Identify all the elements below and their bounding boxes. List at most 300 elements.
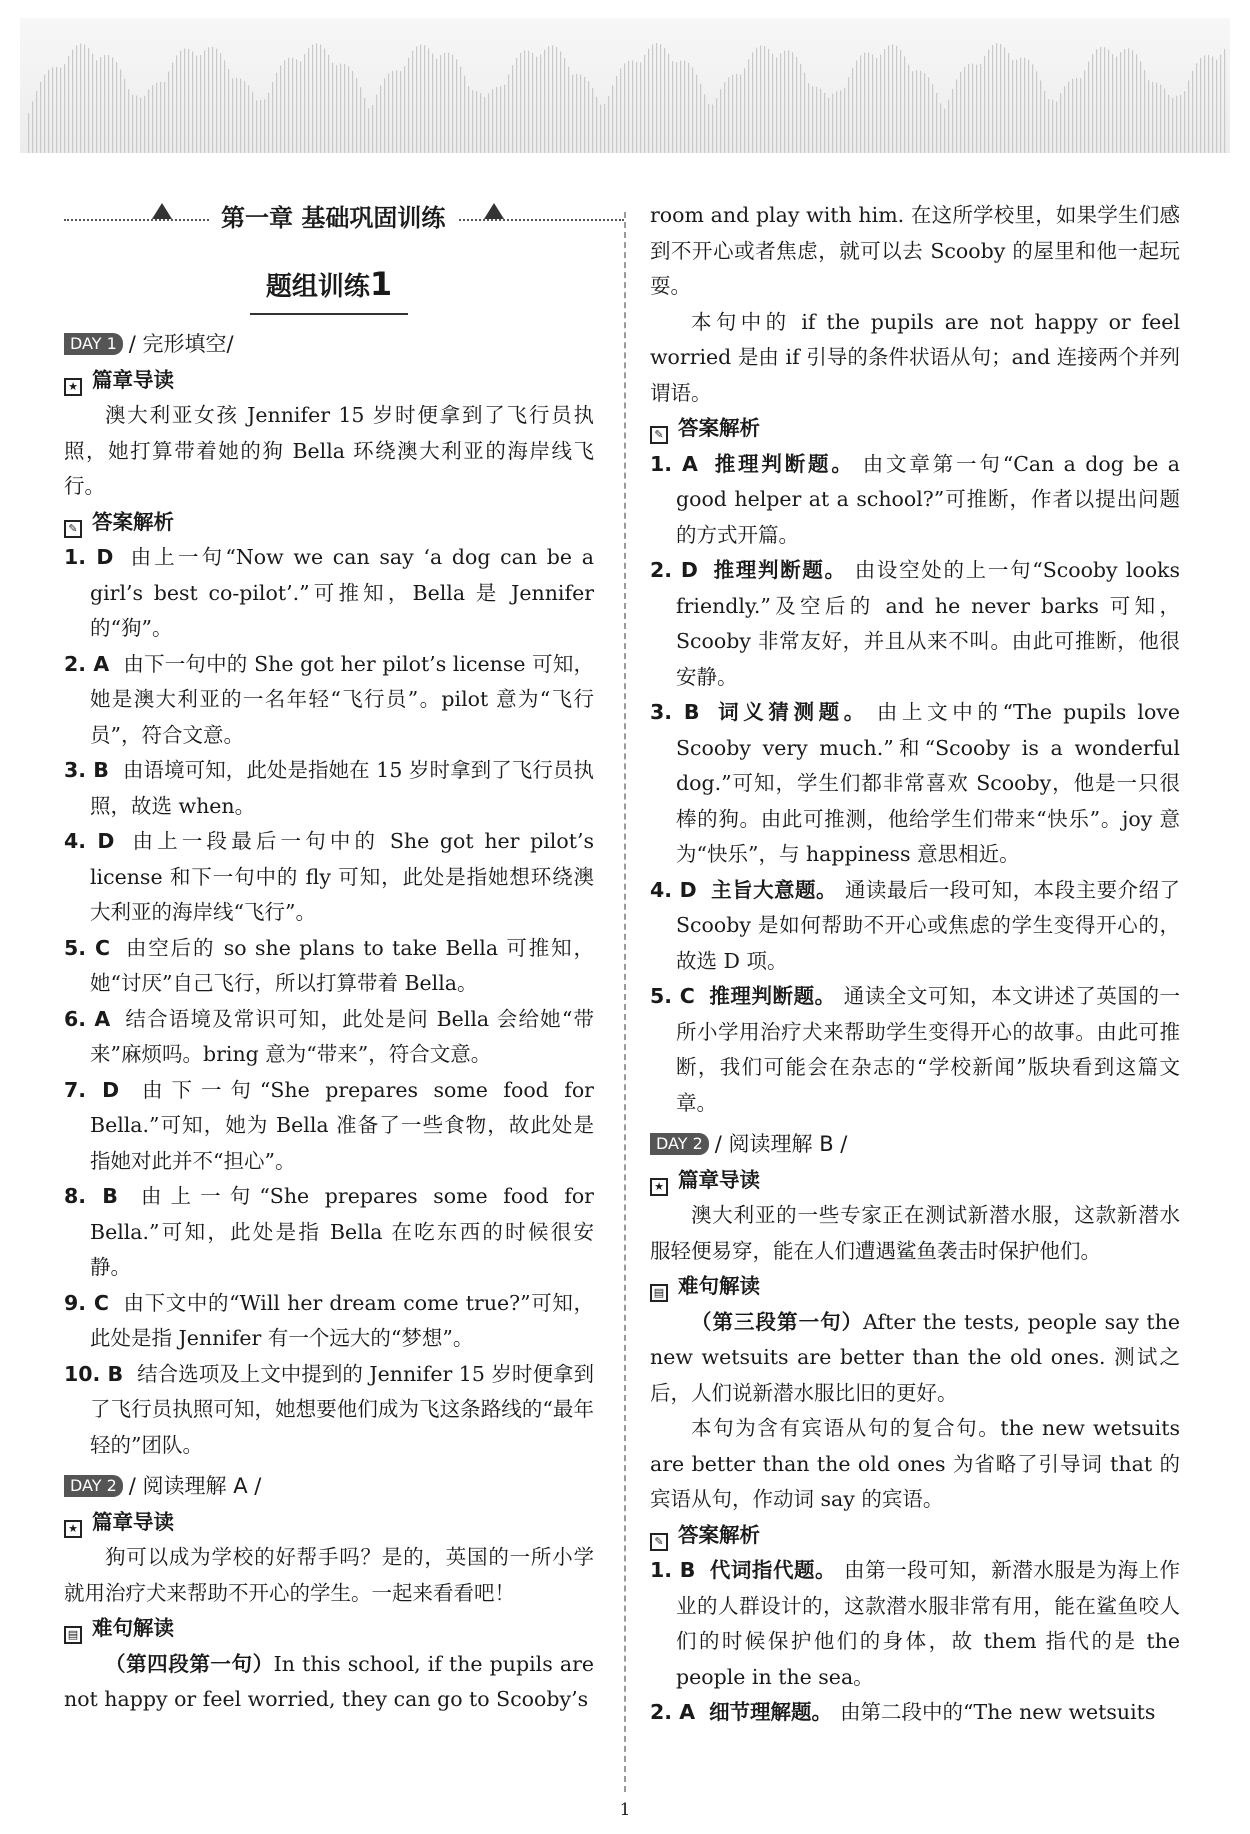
banner-bar xyxy=(1076,78,1077,153)
answer-item xyxy=(64,931,594,1002)
banner-bar xyxy=(408,58,409,153)
banner-bar xyxy=(520,53,521,153)
banner-bar xyxy=(1220,55,1221,153)
banner-bar xyxy=(632,60,633,153)
banner-bar xyxy=(768,49,769,153)
banner-bar xyxy=(604,104,605,153)
banner-bar xyxy=(156,83,157,153)
banner-bar xyxy=(496,87,497,153)
banner-bar xyxy=(1020,58,1021,153)
banner-bar xyxy=(400,71,401,153)
day-tag: DAY 1 xyxy=(64,333,123,355)
answer-explanation: 通读全文可知，本文讲述了英国的一所小学用治疗犬来帮助学生变得开心的故事。由此可推断，我们可能会在杂志的“学校新闻”版块看到这篇文章。 xyxy=(676,984,1181,1115)
banner-bar xyxy=(560,51,561,153)
banner-bar xyxy=(420,44,421,153)
day-tag: DAY 2 xyxy=(64,1475,123,1497)
banner-bar xyxy=(680,61,681,153)
banner-bar xyxy=(432,54,433,153)
banner-bar xyxy=(896,46,897,153)
banner-bar xyxy=(184,48,185,153)
banner-bar xyxy=(920,71,921,153)
banner-bar xyxy=(1188,80,1189,153)
banner-bar xyxy=(692,68,693,153)
banner-bar xyxy=(232,78,233,153)
answer-list xyxy=(650,447,1180,1122)
banner-bar xyxy=(540,55,541,153)
guide-text: 澳大利亚的一些专家正在测试新潜水服，这款新潜水服轻便易穿，能在人们遭遇鲨鱼袭击时保护他们。 xyxy=(650,1203,1180,1263)
answer-item xyxy=(64,1179,594,1286)
answer-explanation: 由上一句“She prepares some food for Bella.”可知，此处是指 Bella 在吃东西的时候很安静。 xyxy=(90,1184,594,1279)
banner-bar xyxy=(820,89,821,153)
answer-number: 3. B xyxy=(64,758,109,782)
banner-bar xyxy=(1136,55,1137,153)
pencil-icon: ✎ xyxy=(64,520,82,538)
banner-bar xyxy=(340,64,341,153)
answer-item xyxy=(650,873,1180,980)
banner-bar xyxy=(800,64,801,153)
banner-bar xyxy=(268,93,269,153)
banner-bar xyxy=(188,49,189,153)
banner-bar xyxy=(528,51,529,153)
banner-bar xyxy=(532,53,533,153)
banner-bar xyxy=(1080,78,1081,153)
banner-bar xyxy=(388,74,389,153)
banner-bar xyxy=(956,79,957,153)
banner-bar xyxy=(524,50,525,153)
banner-bar xyxy=(104,55,105,153)
banner-bar xyxy=(740,75,741,153)
banner-bar xyxy=(440,55,441,153)
banner-bar xyxy=(280,65,281,153)
answer-item xyxy=(64,824,594,931)
banner-bar xyxy=(684,61,685,153)
section-type: / 阅读理解 A / xyxy=(128,1474,262,1498)
banner-bar xyxy=(1104,47,1105,153)
banner-bar xyxy=(1044,91,1045,153)
question-type: 推理判断题。 xyxy=(711,451,855,476)
banner-bar xyxy=(380,85,381,153)
banner-bar xyxy=(1212,57,1213,153)
day1-header xyxy=(64,327,594,363)
banner-bar xyxy=(852,68,853,153)
banner-bar xyxy=(848,77,849,153)
answer-explanation: 由上文中的“The pupils love Scooby very much.”和“Scooby is a wonderful dog.”可知，学生们都非常喜欢 Scooby，他是一只很棒的狗。由此可推测，他给学生们带来“快乐”。joy 意为“快乐”，与 happiness 意思相近。 xyxy=(676,700,1181,866)
answer-explanation: 由设空处的上一句“Scooby looks friendly.”及空后的 and he never barks 可知，Scooby 非常友好，并且从来不叫。由此可推断，他很安静。 xyxy=(676,558,1180,689)
banner-bar xyxy=(336,65,337,153)
answer-number: 1. B xyxy=(650,1558,696,1582)
banner-bar xyxy=(28,113,29,153)
left-column xyxy=(64,198,594,1718)
banner-bar xyxy=(1200,58,1201,153)
banner-bar xyxy=(176,55,177,153)
banner-bar xyxy=(1016,60,1017,153)
answer-item xyxy=(650,979,1180,1121)
banner-bar xyxy=(648,49,649,153)
banner-bar xyxy=(476,91,477,153)
banner-bar xyxy=(76,45,77,153)
banner-bar xyxy=(40,82,41,153)
banner-bar xyxy=(52,67,53,153)
banner-bar xyxy=(284,60,285,153)
banner-bar xyxy=(1032,64,1033,153)
hard-sentence-heading: ▤ 难句解读 xyxy=(64,1611,594,1647)
answer-number: 5. C xyxy=(64,935,111,960)
banner-bar xyxy=(32,102,33,153)
banner-bar xyxy=(724,82,725,153)
banner-bar xyxy=(272,82,273,153)
banner-bar xyxy=(716,98,717,153)
triangle-icon xyxy=(484,203,504,219)
banner-bar xyxy=(136,96,137,153)
banner-bar xyxy=(856,60,857,153)
banner-bar xyxy=(936,93,937,153)
answer-explanation: 通读最后一段可知，本段主要介绍了 Scooby 是如何帮助不开心或焦虑的学生变得开心的，故选 D 项。 xyxy=(676,877,1180,973)
banner-bar xyxy=(296,59,297,153)
banner-bar xyxy=(696,75,697,153)
question-type: 词义猜测题。 xyxy=(713,700,869,724)
banner-bar xyxy=(460,67,461,153)
banner-bar xyxy=(660,44,661,153)
banner-bar xyxy=(584,77,585,153)
answers-heading: ✎ 答案解析 xyxy=(64,505,594,541)
banner-bar xyxy=(500,86,501,153)
banner-bar xyxy=(944,108,945,153)
banner-bar xyxy=(196,56,197,153)
banner-bar xyxy=(836,91,837,153)
answer-explanation: 结合语境及常识可知，此处是问 Bella 会给她“带来”麻烦吗。bring 意为“带来”，符合文意。 xyxy=(90,1006,594,1066)
banner-bar xyxy=(1124,49,1125,153)
banner-bar xyxy=(928,77,929,153)
banner-bar xyxy=(1048,99,1049,153)
banner-bar xyxy=(468,86,469,153)
banner-bar xyxy=(448,53,449,153)
banner-bar xyxy=(608,96,609,153)
banner-bar xyxy=(552,45,553,153)
answer-item xyxy=(64,1073,594,1180)
banner-bar xyxy=(1164,89,1165,153)
banner-bar xyxy=(900,50,901,153)
guide2-text: 狗可以成为学校的好帮手吗？是的，英国的一所小学就用治疗犬来帮助不开心的学生。一起来看看吧！ xyxy=(64,1545,594,1605)
banner-bar xyxy=(124,79,125,153)
banner-bar xyxy=(1108,50,1109,153)
banner-bar xyxy=(300,61,301,153)
banner-bar xyxy=(200,55,201,153)
banner-bar xyxy=(216,49,217,153)
banner-bar xyxy=(128,89,129,153)
banner-bar xyxy=(356,78,357,153)
banner-bar xyxy=(228,69,229,153)
answer-item xyxy=(650,447,1180,554)
banner-bar xyxy=(912,71,913,153)
answer-number: 1. D xyxy=(64,545,114,569)
banner-bar xyxy=(880,54,881,153)
banner-bar xyxy=(1084,71,1085,153)
answer-item xyxy=(64,540,594,647)
question-type: 代词指代题。 xyxy=(709,1558,837,1582)
banner-bar xyxy=(1008,53,1009,153)
banner-bar xyxy=(324,49,325,153)
answer-explanation: 由第二段中的“The new wetsuits xyxy=(840,1700,1156,1724)
banner-bar xyxy=(1096,49,1097,153)
answer-explanation: 由上一句“Now we can say ‘a dog can be a girl’s best co-pilot’.”可推知，Bella 是 Jennifer 的“狗”。 xyxy=(90,545,594,640)
banner-bar xyxy=(620,69,621,153)
banner-bar xyxy=(1072,79,1073,153)
banner-bar xyxy=(148,89,149,153)
answer-number: 10. B xyxy=(64,1361,124,1386)
banner-bar xyxy=(132,95,133,153)
banner-bar xyxy=(240,79,241,153)
banner-bar xyxy=(1176,96,1177,153)
banner-bar xyxy=(1208,55,1209,153)
banner-bar xyxy=(1060,93,1061,153)
banner-bar xyxy=(808,83,809,153)
answer-number: 2. A xyxy=(64,651,110,676)
banner-bar xyxy=(108,55,109,153)
banner-bar xyxy=(312,44,313,153)
banner-bar xyxy=(464,76,465,153)
banner-bar xyxy=(868,53,869,153)
banner-bar xyxy=(1196,63,1197,153)
banner-bar xyxy=(424,45,425,153)
banner-bar xyxy=(1064,86,1065,153)
banner-bar xyxy=(796,57,797,153)
banner-bar xyxy=(948,100,949,153)
answer-explanation: 由下文中的“Will her dream come true?”可知，此处是指 Jennifer 有一个远大的“梦想”。 xyxy=(90,1290,594,1350)
banner-bar xyxy=(688,63,689,153)
banner-bar xyxy=(352,71,353,153)
banner-bar xyxy=(548,46,549,153)
pencil-icon: ✎ xyxy=(650,426,668,444)
answer-number: 5. C xyxy=(650,984,695,1008)
banner-bar xyxy=(384,78,385,153)
banner-bar xyxy=(1192,71,1193,153)
banner-bar xyxy=(512,65,513,153)
banner-bar xyxy=(392,71,393,153)
banner-bar xyxy=(1116,57,1117,153)
banner-bar xyxy=(72,50,73,153)
banner-bar xyxy=(84,45,85,153)
banner-bar xyxy=(1184,91,1185,153)
banner-bar xyxy=(644,55,645,153)
answer-item xyxy=(650,553,1180,695)
banner-bar xyxy=(516,58,517,153)
banner-bar xyxy=(1216,60,1217,153)
column-divider xyxy=(624,212,626,1792)
banner-bar xyxy=(712,104,713,153)
banner-bar xyxy=(364,98,365,153)
group-number: 1 xyxy=(369,265,393,303)
group-label: 题组训练 xyxy=(265,272,370,302)
banner-bar xyxy=(96,60,97,153)
answer-item xyxy=(64,753,594,824)
banner-bar xyxy=(616,76,617,153)
answer-item xyxy=(64,1357,594,1464)
banner-bar xyxy=(212,47,213,153)
day2a-header xyxy=(64,1469,594,1505)
banner-bar xyxy=(1024,58,1025,153)
banner-bar xyxy=(304,54,305,153)
banner-bar xyxy=(1036,71,1037,153)
banner-bar xyxy=(564,58,565,153)
star-icon: ★ xyxy=(64,378,82,396)
banner-bar xyxy=(92,54,93,153)
answer-list xyxy=(650,1553,1180,1731)
banner-bar xyxy=(872,55,873,153)
banner-bar xyxy=(1120,52,1121,153)
answer-number: 6. A xyxy=(64,1006,111,1031)
answer-explanation: 由第一段可知，新潜水服是为海上作业的人群设计的，这款潜水服非常有用，能在鲨鱼咬人们的时候保护他们的身体，故 them 指代的是 the people in the sea。 xyxy=(676,1558,1180,1689)
banner-bar xyxy=(328,55,329,153)
banner-bar xyxy=(752,52,753,153)
banner-bar xyxy=(368,108,369,153)
banner-bar xyxy=(180,51,181,153)
banner-bar xyxy=(252,92,253,153)
banner-bar xyxy=(348,66,349,153)
banner-bar xyxy=(504,85,505,153)
banner-bar xyxy=(996,43,997,153)
banner-bar xyxy=(1144,70,1145,153)
banner-bar xyxy=(1012,60,1013,153)
banner-bar xyxy=(884,49,885,153)
banner-bar xyxy=(1156,83,1157,153)
banner-bar xyxy=(580,75,581,153)
banner-bar xyxy=(248,85,249,153)
banner-bar xyxy=(984,56,985,153)
banner-bar xyxy=(1056,102,1057,153)
answer-number: 2. A xyxy=(650,1700,696,1724)
banner-bar xyxy=(236,78,237,153)
banner-bar xyxy=(1160,85,1161,153)
banner-bar xyxy=(116,62,117,153)
banner-bar xyxy=(544,50,545,153)
hard-sentence-note: 本句为含有宾语从句的复合句。the new wetsuits are better than the old ones 为省略了引导词 that 的宾语从句，作动词 say 的宾语。 xyxy=(650,1416,1180,1511)
answer-number: 8. B xyxy=(64,1184,118,1208)
banner-bar xyxy=(756,48,757,153)
hard-sentence-text: （第四段第一句）In this school, if the pupils are not happy or feel worried, they can go to Scooby’s xyxy=(64,1651,594,1711)
banner-bar xyxy=(1140,61,1141,153)
banner-bar xyxy=(452,55,453,153)
banner-bar xyxy=(536,57,537,153)
banner-bar xyxy=(780,53,781,153)
banner-bar xyxy=(288,58,289,153)
continued-note: 本句中的 if the pupils are not happy or feel worried 是由 if 引导的条件状语从句；and 连接两个并列谓语。 xyxy=(650,309,1180,405)
banner-bar xyxy=(456,59,457,153)
banner-bar xyxy=(572,75,573,153)
answer-item xyxy=(64,1286,594,1357)
banner-bar xyxy=(972,64,973,153)
banner-bar xyxy=(876,58,877,153)
banner-bar xyxy=(60,68,61,153)
banner-bar xyxy=(492,89,493,153)
banner-bar xyxy=(828,98,829,153)
answer-number: 9. C xyxy=(64,1290,109,1315)
section-type: / 完形填空/ xyxy=(128,332,234,356)
answer-explanation: 由下一句“She prepares some food for Bella.”可知，她为 Bella 准备了一些食物，故此处是指她对此并不“担心”。 xyxy=(90,1077,594,1173)
banner-bar xyxy=(964,67,965,153)
banner-bar xyxy=(376,95,377,153)
answer-number: 2. D xyxy=(650,558,698,582)
banner-bar xyxy=(1100,47,1101,153)
guide-heading: ★ 篇章导读 xyxy=(650,1163,1180,1199)
day-tag: DAY 2 xyxy=(650,1133,709,1155)
banner-bar xyxy=(596,97,597,153)
question-type: 主旨大意题。 xyxy=(710,877,837,902)
banner-bar xyxy=(220,53,221,153)
group-title xyxy=(64,264,594,315)
banner-bar xyxy=(224,60,225,153)
banner-bar xyxy=(772,54,773,153)
banner-bar xyxy=(832,94,833,153)
banner-bar xyxy=(1152,82,1153,153)
banner-bar xyxy=(472,90,473,153)
banner-bar xyxy=(56,67,57,153)
banner-bar xyxy=(80,44,81,153)
banner-bar xyxy=(840,90,841,153)
banner-bar xyxy=(160,82,161,153)
banner-bar xyxy=(208,47,209,153)
answer-explanation: 由空后的 so she plans to take Bella 可推知，她“讨厌”自己飞行，所以打算带着 Bella。 xyxy=(90,935,594,995)
banner-bar xyxy=(576,74,577,153)
banner-bar xyxy=(600,105,601,153)
banner-bar xyxy=(736,74,737,153)
banner-bar xyxy=(140,98,141,153)
banner-bar xyxy=(244,81,245,153)
answer-item xyxy=(650,1553,1180,1695)
banner-bar xyxy=(1204,55,1205,153)
banner-bar xyxy=(168,72,169,153)
right-column xyxy=(650,198,1180,1731)
banner-bar xyxy=(764,46,765,153)
guide-heading: ★ 篇章导读 xyxy=(64,363,594,399)
banner-bar xyxy=(788,50,789,153)
banner-bar xyxy=(48,70,49,153)
banner-bar xyxy=(624,64,625,153)
banner-bar xyxy=(568,67,569,153)
answer-item xyxy=(650,1695,1180,1731)
banner-bar xyxy=(968,64,969,153)
answer-number: 7. D xyxy=(64,1077,120,1102)
banner-bar xyxy=(100,57,101,153)
banner-bar xyxy=(292,58,293,153)
banner-bar xyxy=(1172,98,1173,153)
banner-bar xyxy=(960,72,961,153)
banner-bar xyxy=(904,56,905,153)
banner-bar xyxy=(1224,49,1225,153)
banner-bar xyxy=(700,84,701,153)
banner-bar xyxy=(728,77,729,153)
banner-bar xyxy=(976,65,977,153)
banner-bar xyxy=(628,61,629,153)
banner-bar xyxy=(1088,62,1089,153)
pencil-icon: ✎ xyxy=(650,1533,668,1551)
banner-bar xyxy=(152,85,153,153)
banner-bar xyxy=(844,88,845,153)
guide2-heading: ★ 篇章导读 xyxy=(64,1505,594,1541)
answer-explanation: 由语境可知，此处是指她在 15 岁时拿到了飞行员执照，故选 when。 xyxy=(90,758,594,818)
banner-bar xyxy=(592,88,593,153)
banner-bar xyxy=(676,62,677,153)
triangle-icon xyxy=(152,203,172,219)
banner-bar xyxy=(204,50,205,153)
banner-bar xyxy=(444,53,445,153)
day2b-header xyxy=(650,1127,1180,1163)
answer-explanation: 由上一段最后一句中的 She got her pilot’s license 和下一句中的 fly 可知，此处是指她想环绕澳大利亚的海岸线“飞行”。 xyxy=(90,829,594,924)
banner-bar xyxy=(612,85,613,153)
banner-bar xyxy=(556,47,557,153)
banner-bar xyxy=(144,96,145,153)
banner-bar xyxy=(816,87,817,153)
banner-bar xyxy=(332,63,333,153)
